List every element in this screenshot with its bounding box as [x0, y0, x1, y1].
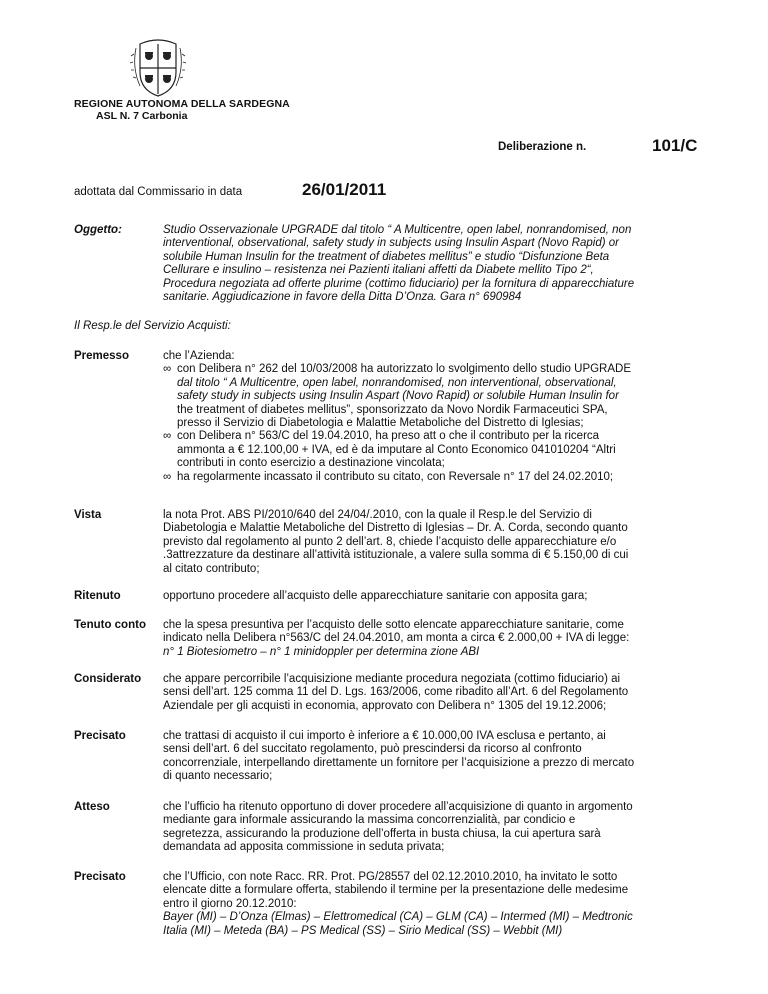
vista-label: Vista — [74, 509, 102, 521]
precisato-line: che l’Ufficio, con note Racc. RR. Prot. PG/28557 del 02.12.2010.2010, ha invitato le sotto — [163, 871, 618, 883]
ritenuto-label: Ritenuto — [74, 590, 121, 602]
precisato-label: Precisato — [74, 730, 126, 742]
tenuto-conto-label: Tenuto conto — [74, 619, 146, 631]
bullet-icon: ∞ — [163, 363, 172, 376]
considerato-label: Considerato — [74, 673, 142, 685]
deliberation-number: 101/C — [652, 136, 698, 155]
bullet-line: con Delibera n° 262 del 10/03/2008 ha autorizzato lo svolgimento dello studio UPGRADE — [177, 363, 632, 376]
atteso-line: mediante gara informale assicurando la massima concorrenzialità, par condicio e — [163, 814, 576, 827]
deliberation-label: Deliberazione n. — [498, 141, 587, 153]
precisato-line: Bayer (MI) – D’Onza (Elmas) – Elettromedical (CA) – GLM (CA) – Intermed (MI) – Medtronic — [163, 911, 633, 924]
premesso-label: Premesso — [74, 350, 129, 362]
ritenuto-line: opportuno procedere all’acquisto delle apparecchiature sanitarie con apposita gara; — [163, 590, 588, 602]
asl-name: ASL N. 7 Carbonia — [96, 110, 188, 122]
oggetto-line: solubile Human Insulin for the treatment of diabetes mellitus” e studio “Disfunzione Beta — [163, 250, 610, 263]
precisato-text — [163, 730, 695, 784]
tenuto-line: che la spesa presuntiva per l’acquisto delle sotto elencate apparecchiature sanitarie, come — [163, 619, 624, 631]
tenuto-line: indicato nella Delibera n°563/C del 24.04.2010, am monta a circa € 2.000,00 + IVA di legge: — [163, 632, 630, 645]
oggetto-line: Cellurare e insulino – resistenza nei Pazienti italiani affetti da Diabete mellito Tipo 2“, — [163, 264, 594, 277]
bullet-line: the treatment of diabetes mellitus”, sponsorizzato da Novo Nordik Farmaceutici SPA, — [177, 403, 608, 416]
precisato-label: Precisato — [74, 871, 126, 883]
oggetto-line: Studio Osservazionale UPGRADE dal titolo “ A Multicentre, open label, nonrandomised, non — [163, 224, 632, 236]
bullet-line: safety study in subjects using Insulin Aspart (Novo Rapid) or solubile Human Insulin for — [177, 390, 619, 403]
precisato-line: di quanto necessario; — [163, 770, 273, 783]
considerato-line: Aziendale per gli acquisti in economia, approvato con Delibera n° 1305 del 19.12.2006; — [163, 699, 607, 712]
precisato-line: che trattasi di acquisto il cui importo è inferiore a € 10.000,00 IVA esclusa e pertanto, ai — [163, 730, 606, 742]
adopted-label: adottata dal Commissario in data — [74, 186, 243, 198]
tenuto-line: n° 1 Biotesiometro – n° 1 minidoppler per determina zione ABI — [163, 645, 480, 658]
bullet-line: ammonta a € 12.100,00 + IVA, ed è da imputare al Conto Economico 041010204 “Altri — [177, 443, 616, 456]
list-item — [163, 363, 695, 430]
vista-line: .3attrezzature da destinare all’attività istituzionale, a valere sulla somma di € 5.150,00 di cui — [163, 549, 629, 562]
atteso-text — [163, 801, 695, 855]
oggetto-line: Procedura negoziata ad offerte plurime (cottimo fiduciario) per la fornitura di apparecchiature — [163, 277, 635, 290]
responsible-heading: Il Resp.le del Servizio Acquisti: — [74, 320, 231, 332]
region-coat-of-arms-logo — [128, 38, 188, 98]
vista-line: Diabetologia e Malattie Metaboliche del Distretto di Iglesias – Dr. A. Corda, secondo quanto — [163, 522, 628, 535]
oggetto-line: sanitarie. Aggiudicazione in favore della Ditta D’Onza. Gara n° 690984 — [163, 291, 522, 304]
bullet-line: ha regolarmente incassato il contributo su citato, con Reversale n° 17 del 24.02.2010; — [177, 470, 614, 483]
bullet-line: contributi in conto esercizio a destinazione vincolata; — [177, 457, 445, 470]
oggetto-text — [163, 224, 695, 304]
region-name: REGIONE AUTONOMA DELLA SARDEGNA — [74, 98, 290, 110]
premesso-bullet-list — [163, 363, 695, 484]
vista-line: la nota Prot. ABS PI/2010/640 del 24/04/.2010, con la quale il Resp.le del Servizio di — [163, 509, 592, 521]
list-item — [163, 471, 695, 484]
premesso-intro: che l’Azienda: — [163, 350, 235, 362]
atteso-line: segretezza, assicurando la produzione dell’offerta in busta chiusa, la cui apertura sarà — [163, 827, 601, 840]
tenuto-conto-text — [163, 619, 695, 659]
vista-line: previsto dal regolamento al punto 2 dell’art. 8, chiede l’acquisto delle apparecchiature e/o — [163, 535, 617, 548]
ritenuto-text — [163, 590, 695, 603]
precisato-line: sensi dell’art. 6 del succitato regolamento, può prescindersi da ricorso al confronto — [163, 743, 582, 756]
bullet-line: con Delibera n° 563/C del 19.04.2010, ha preso att o che il contributo per la ricerca — [177, 430, 600, 443]
bullet-line: presso il Servizio di Diabetologia e Malattie Metaboliche del Distretto di Iglesias; — [177, 417, 584, 430]
bullet-icon: ∞ — [163, 470, 172, 483]
atteso-line: demandata ad apposita commissione in seduta privata; — [163, 841, 445, 854]
considerato-text — [163, 673, 695, 713]
vista-text — [163, 509, 695, 576]
oggetto-line: interventional, observational, safety study in subjects using Insulin Aspart (Novo Rapid) or — [163, 237, 619, 250]
considerato-line: sensi dell’art. 125 comma 11 del D. Lgs. 163/2006, come ribadito all’Art. 6 del Regolamento — [163, 686, 629, 699]
premesso-text — [163, 350, 695, 484]
atteso-label: Atteso — [74, 801, 110, 813]
precisato-line: entro il giorno 20.12.2010: — [163, 897, 297, 910]
oggetto-label: Oggetto: — [74, 224, 122, 236]
bullet-icon: ∞ — [163, 430, 172, 443]
list-item — [163, 430, 695, 470]
vista-line: al citato contributo; — [163, 562, 260, 575]
precisato-line: Italia (MI) – Meteda (BA) – PS Medical (SS) – Sirio Medical (SS) – Webbit (MI) — [163, 924, 563, 937]
precisato-line: elencate ditte a formulare offerta, stabilendo il termine per la presentazione delle medesime — [163, 884, 629, 897]
precisato-text — [163, 871, 695, 938]
precisato-line: concorrenziale, interpellando direttamente un fornitore per l’acquisizione a prezzo di mercato — [163, 756, 635, 769]
deliberation-date: 26/01/2011 — [302, 180, 387, 199]
bullet-line: dal titolo “ A Multicentre, open label, nonrandomised, non interventional, observational, — [177, 376, 617, 389]
atteso-line: che l’ufficio ha ritenuto opportuno di dover procedere all’acquisizione di quanto in argomento — [163, 801, 633, 813]
considerato-line: che appare percorribile l’acquisizione mediante procedura negoziata (cottimo fiduciario) ai — [163, 673, 621, 685]
